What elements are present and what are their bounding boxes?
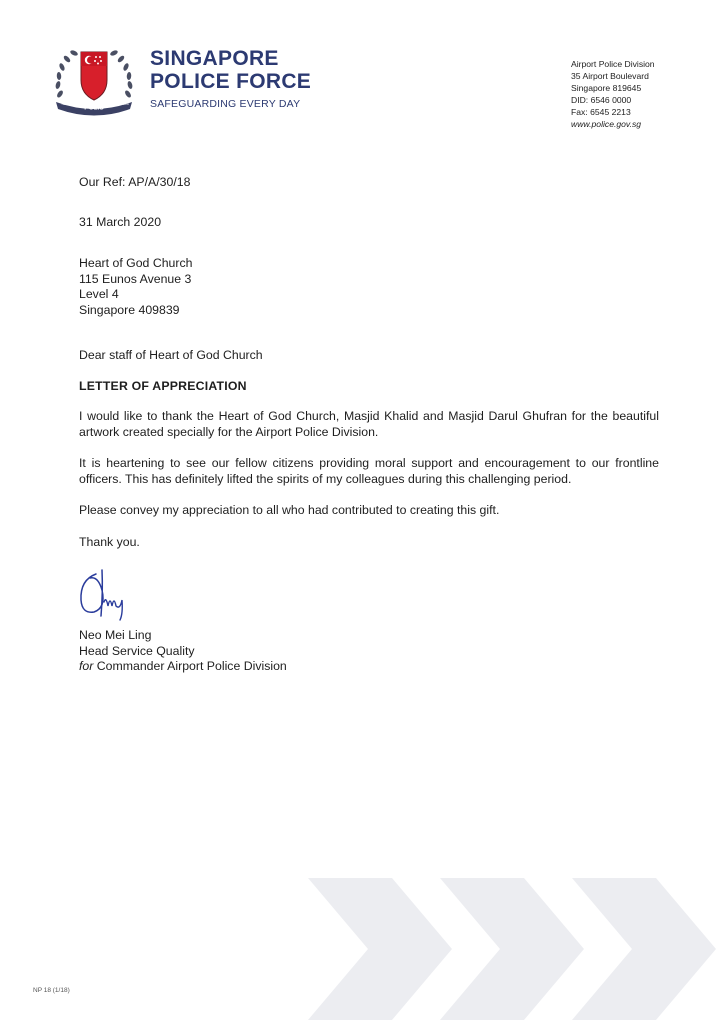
org-tagline: SAFEGUARDING EVERY DAY	[150, 98, 301, 110]
recipient-name: Heart of God Church	[79, 256, 193, 270]
form-code: NP 18 (1/18)	[33, 987, 70, 994]
division-name: Airport Police Division	[571, 59, 655, 69]
signatory-on-behalf	[79, 659, 287, 675]
chevron-watermark	[300, 878, 720, 1020]
signatory-block	[79, 628, 287, 675]
paragraph-1: I would like to thank the Heart of God Church, Masjid Khalid and Masjid Darul Ghufran for the beautiful artwork created specially for the Airport Police Division.	[79, 409, 659, 439]
signatory-name: Neo Mei Ling	[79, 628, 152, 642]
paragraph-2: It is heartening to see our fellow citizens providing moral support and encouragement to our frontline officers. This has definitely lifted the spirits of my colleagues during this challenging period.	[79, 456, 659, 486]
police-crest-logo	[50, 42, 138, 116]
paragraph-3: Please convey my appreciation to all who had contributed to creating this gift.	[79, 503, 500, 517]
sender-address	[571, 58, 655, 130]
for-word: for	[79, 659, 94, 673]
signatory-position: Head Service Quality	[79, 643, 195, 658]
letter-title: LETTER OF APPRECIATION	[79, 379, 247, 393]
on-behalf-text: Commander Airport Police Division	[93, 659, 287, 673]
crest-motto-left: NEGARA	[61, 102, 75, 106]
recipient-street: 115 Eunos Avenue 3	[79, 271, 192, 286]
address-city: Singapore 819645	[571, 83, 642, 93]
recipient-city: Singapore 409839	[79, 302, 180, 317]
recipient-address	[79, 256, 192, 318]
crest-motto-right: SINGAPURA	[111, 102, 129, 106]
fax-number: Fax: 6545 2213	[571, 107, 631, 117]
salutation: Dear staff of Heart of God Church	[79, 348, 263, 362]
handwritten-signature	[76, 566, 144, 626]
website-link[interactable]: www.police.gov.sg	[571, 119, 642, 129]
crest-text: POLIS	[84, 104, 104, 112]
org-name-line2: POLICE FORCE	[150, 70, 312, 93]
address-street: 35 Airport Boulevard	[571, 71, 649, 81]
phone-did: DID: 6546 0000	[571, 95, 632, 105]
reference-number: Our Ref: AP/A/30/18	[79, 175, 191, 189]
org-name-line1: SINGAPORE	[150, 47, 279, 70]
organisation-brand	[150, 47, 311, 110]
closing-line: Thank you.	[79, 535, 140, 549]
recipient-level: Level 4	[79, 287, 119, 301]
letter-date: 31 March 2020	[79, 215, 162, 229]
